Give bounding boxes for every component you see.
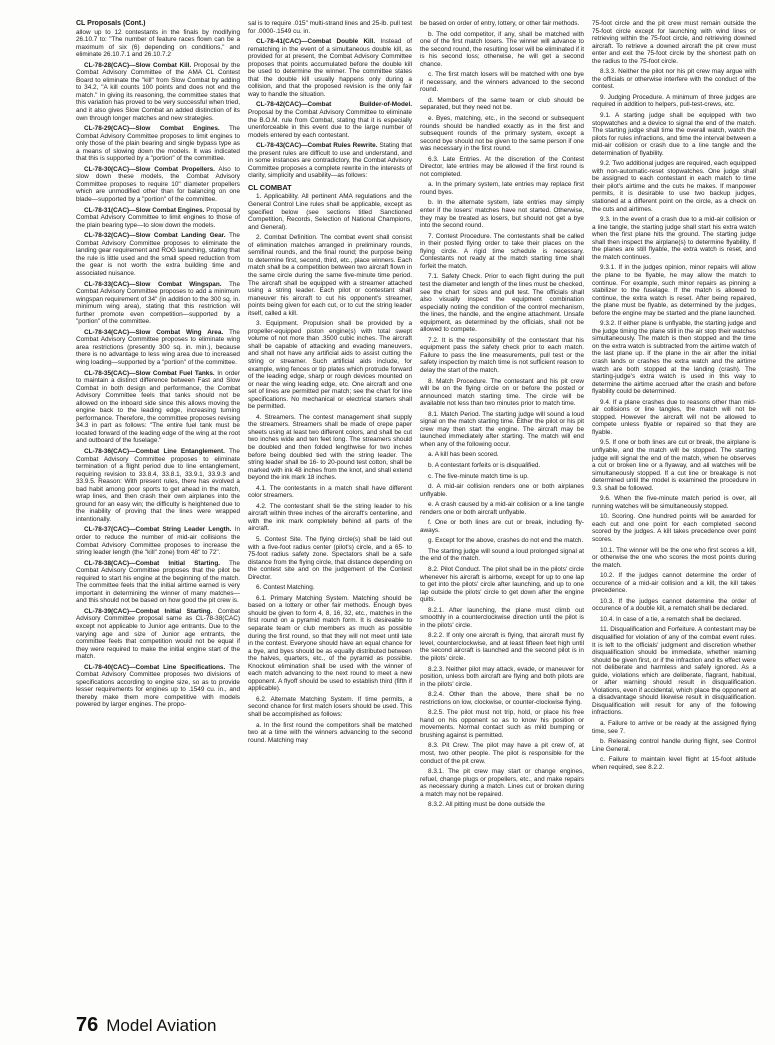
proposal-body: In order to maintain a distinct difference between Fast and Slow Combat in both design and performance, the Combat Advisory Committee feels that tanks should not be allowed on the inboard side since this allows moving the engine back to the leading edge, increasing turning performance. Therefore, the committee proposes revising 34.3 in part as follows: "The entire fuel tank must be located forward of the leading edge of the wing at the root and outboard of the fuselage." xyxy=(76,369,240,445)
proposal-paragraph xyxy=(76,370,240,445)
proposal-heading: CL-78-34(CAC)—Slow Combat Wing Area. xyxy=(84,328,224,336)
proposal-heading: CL-78-32(CAC)—Slow Combat Landing Gear. xyxy=(84,232,226,240)
rule-paragraph: a. In the first round the competitors shall be matched two at a time with the winners advancing to the second round. Matching may xyxy=(248,721,412,744)
rule-paragraph: 75-foot circle and the pit crew must remain outside the 75-foot circle except for launching with wind lines or retrieving within the 75-foot circle, and retrieving downed aircraft. To retrieve a downed aircraft the pit crew must enter and exit the 75-foot circle by the shortest path on the radius to the 75-foot circle. xyxy=(592,20,756,65)
proposal-paragraph xyxy=(76,664,240,709)
rule-paragraph: d. Members of the same team or club should be separated, but they need not be. xyxy=(420,96,584,112)
rule-paragraph: 10.4. In case of a tie, a rematch shall be declared. xyxy=(600,615,742,623)
rule-paragraph: 1. Applicability. All pertinent AMA regulations and the General Control Line rules shall be applicable, except as specified below (see sections titled Sanctioned Competition, Records, Selection of National Champions, and General). xyxy=(248,193,412,231)
rule-paragraph: 9.3. In the event of a crash due to a mid-air collision or a line tangle, the starting judge shall start his extra watch when the first plane hits the ground. The starting judge shall then inspect the airplane(s) to determine flyability. If the planes are still flyable, the extra watch is reset, and the match continues. xyxy=(592,216,756,261)
rule-paragraph: e. Byes, matching, etc., in the second or subsequent rounds should be handled exactly as in the first and subsequent rounds of the primary system, except a second bye should not be given to the same person if one was necessary in the first round. xyxy=(420,115,584,153)
proposal-paragraph xyxy=(76,62,240,122)
rule-paragraph: b. A contestant forfeits or is disqualified. xyxy=(428,461,541,469)
rule-paragraph: 10.1. The winner will be the one who first scores a kill, or otherwise the one who scores the most points during the match. xyxy=(592,546,756,569)
proposal-body: Also to slow down these models, the Combat Advisory Committee proposes to require 10" diameter propellers which are unmodified other than for balancing on one blade—supported by a "portion" of the committee. xyxy=(76,165,240,204)
proposal-paragraph xyxy=(76,448,240,523)
rule-paragraph: 8.3.1. The pit crew may start or change engines, refuel, change plugs or propellers, etc., and make repairs as necessary during a match. Lines cut or broken during a match may not be repaired. xyxy=(420,768,584,798)
proposal-body: The Combat Advisory Committee proposes to eliminate wing area restrictions (presently 300 sq. in. min.), because there is no advantage to less wing area due to increased wing loading—supported by a "portion" of the committee. xyxy=(76,328,240,366)
rule-paragraph: 6.3. Late Entries. At the discretion of the Contest Director, late entries may be allowed if the first round is not completed. xyxy=(420,155,584,178)
proposal-heading: CL-78-37(CAC)—Combat String Leader Length. xyxy=(84,526,232,534)
rule-paragraph: be based on order of entry, lottery, or other fair methods. xyxy=(420,20,580,27)
proposal-heading: CL-78-28(CAC)—Slow Combat Kill. xyxy=(84,61,192,69)
rule-paragraph: 8.2.3. Neither pilot may attack, evade, or maneuver for position, unless both aircraft are flying and both pilots are in the pilots' circle. xyxy=(420,665,584,688)
proposal-body: Proposal by Combat Advisory Committee to limit engines to those of the plain bearing type—to slow down the models. xyxy=(76,206,240,229)
proposal-paragraph xyxy=(76,560,240,605)
rule-paragraph: 2. Combat Definition. The combat event shall consist of elimination matches arranged in preliminary rounds, semifinal rounds, and the final round; the purpose being to determine first, second, third, etc., place winners. Each match shall be a competition between two aircraft flown in the same circle during the same five-minute time period. The aircraft shall be equipped with a streamer attached using a string leader. Each pilot or contestant shall maneuver his aircraft to cut his opponent's streamer, points being given for each cut, or to cut the string leader itself, called a kill. xyxy=(248,234,412,317)
rule-paragraph: 7.2. It is the responsibility of the contestant that his equipment pass the safety check prior to each match. Failure to pass the line measurements, pull test or the safety inspection by match time is not sufficient reason to delay the start of the match. xyxy=(420,336,584,374)
proposal-body: Proposal by the Combat Advisory Committee of the AMA CL Contest Board to eliminate the "kill" from Slow Combat by adding to 34.2, "A kill counts 100 points and does not end the match." In giving its reasoning, the committee states that this variation has proved to be very successful when tried, and it also gives Slow Combat an added distinction of its own through longer matches and new strategies. xyxy=(76,61,240,122)
column-2 xyxy=(248,20,412,1002)
proposal-paragraph xyxy=(76,608,240,661)
proposal-heading: CL-78-43(CAC)—Combat Rules Rewrite. xyxy=(256,142,378,150)
proposal-body: Combat Advisory Committee proposal same as CL-78-38(CAC) except not applicable to Junior age entrants. Due to the varying age and size of Junior age entrants, the committee feels that competition would not be equal if they were required to make the initial engine start of the match. xyxy=(76,607,240,661)
rule-paragraph: e. A crash caused by a mid-air collision or a line tangle renders one or both aircraft unflyable. xyxy=(420,501,584,516)
rule-paragraph: The starting judge will sound a loud prolonged signal at the end of the match. xyxy=(420,547,584,563)
rule-paragraph: 8.2. Pilot Conduct. The pilot shall be in the pilots' circle whenever his aircraft is airborne, except for up to one lap to get into the pilots' circle after launching, and up to one lap outside the pilots' circle to get down after the engine quits. xyxy=(420,566,584,604)
rule-paragraph: c. The first match losers will be matched with one bye if necessary, and the winners advanced to the second round. xyxy=(420,71,584,94)
proposal-heading: CL-78-31(CAC)—Slow Combat Engines. xyxy=(84,206,205,214)
rule-paragraph: 7. Contest Procedure. The contestants shall be called in their posted flying order to take their places on the flying circle. A rigid time schedule is necessary. Contestants not ready at the match starting time shall forfeit the match. xyxy=(420,232,584,270)
proposal-heading: CL-78-38(CAC)—Combat Initial Starting. xyxy=(84,559,221,567)
proposal-paragraph xyxy=(76,281,240,326)
rule-paragraph: b. The odd competitor, if any, shall be matched with one of the first match losers. The winner will advance to the second round, the resulting loser will be eliminated if it is his second loss; otherwise, he will get a second chance. xyxy=(420,30,584,68)
rule-paragraph: 3. Equipment. Propulsion shall be provided by a propeller-equipped piston engine(s) with total swept volume of not more than .3500 cubic inches. The aircraft shall be capable of attacking and evading maneuvers, and shall not have any artificial aids to assist cutting the string or streamer. Such artificial aids include, for example, wing fences or tip plates which protrude forward of the leading edge, sharp or rough devices mounted on or near the wing leading edge, etc. One aircraft and one set of lines are permitted per match; see the chart for line specifications. No mechanical or electrical starters shall be permitted. xyxy=(248,320,412,411)
rule-paragraph: 8.1. Match Period. The starting judge will sound a loud signal on the match starting time. Either the pilot or his pit crew may then start the engine. The aircraft may be launched immediately after starting. The match will end when any of the following occur. xyxy=(420,410,584,448)
proposal-paragraph xyxy=(248,38,412,98)
rule-paragraph: 8.2.2. If only one aircraft is flying, that aircraft must fly level, counterclockwise, and at least fifteen feet high until the second aircraft is launched and the second pilot is in the pilots' circle. xyxy=(420,632,584,663)
rule-paragraph: 5. Contest Site. The flying circle(s) shall be laid out with a five-foot radius center (pilot's) circle, and a 65- to 75-foot radius safety zone. Spectators shall be a safe distance from the flying circle, that distance depending on the contest site and on the judgement of the Contest Director. xyxy=(248,536,412,581)
proposal-paragraph xyxy=(76,207,240,230)
proposal-heading: CL-78-41(CAC)—Combat Double Kill. xyxy=(256,38,376,46)
rule-paragraph: c. Failure to maintain level flight at 15-foot altitude when required, see 8.2.2. xyxy=(592,756,756,771)
rule-paragraph: 8. Match Procedure. The contestant and his pit crew will be on the flying circle on or before the posted or announced match starting time. The circle will be available not less than two minutes prior to match time. xyxy=(420,377,584,408)
page-number: 76 xyxy=(76,1014,99,1036)
rule-paragraph: 9. Judging Procedure. A minimum of three judges are required in addition to helpers, pull-test-crews, etc. xyxy=(592,93,756,109)
rule-paragraph: a. In the primary system, late entries may replace first round byes. xyxy=(420,181,584,196)
rule-paragraph: 9.1. A starting judge shall be equipped with two stopwatches and a device to signal the end of the match. The starting judge shall time the overall watch, watch the pilots for rules infractions, and time the interval between a mid-air collision or crash due to a line tangle and the determination of flyability. xyxy=(592,112,756,157)
proposal-paragraph xyxy=(248,101,412,139)
proposal-paragraph xyxy=(76,166,240,204)
rule-paragraph: a. A kill has been scored. xyxy=(428,451,499,459)
rule-paragraph: 10.2. If the judges cannot determine the order of occurence of a mid-air collision and a kill, the kill takes precedence. xyxy=(592,572,756,595)
proposal-body: The Combat Advisory Committee proposes that the pilot be required to start his engine at the beginning of the match. The committee feels that the initial airtime earned is very important in determining the winner of many matches—and this should not be based on how good the pit crew is. xyxy=(76,559,240,605)
rule-paragraph: g. Except for the above, crashes do not end the match. xyxy=(428,537,584,545)
proposal-heading: CL-78-33(CAC)—Slow Combat Wingspan. xyxy=(84,280,222,288)
rule-paragraph: 6. Contest Matching. xyxy=(256,584,315,592)
proposal-heading: CL-78-39(CAC)—Combat Initial Starting. xyxy=(84,607,213,615)
column-1 xyxy=(76,20,240,1002)
proposal-heading: CL-78-40(CAC)—Combat Line Specifications. xyxy=(84,663,226,671)
page-footer xyxy=(76,1014,217,1038)
rule-paragraph: 10. Scoring. One hundred points will be awarded for each cut and one point for each completed second scored by the judges. A kill takes precedence over point scores. xyxy=(592,513,756,543)
rule-paragraph: 4.2. The contestant shall tie the string leader to his aircraft within three inches of the aircraft's centerline, and with the ink mark completely behind all parts of the aircraft. xyxy=(248,502,412,533)
rule-paragraph: 8.3.3. Neither the pilot nor his pit crew may argue with the officials or otherwise interfere with the conduct of the contest. xyxy=(592,68,756,91)
proposal-heading: CL-78-42(CAC)—Combat Builder-of-Model. xyxy=(256,101,412,109)
rule-paragraph: 6.1. Primary Matching System. Matching should be based on a lottery or other fair methods. Enough byes should be given to form 4, 8, 16, 32, etc., matches in the first round on a pyramid match form. It is desireable to separate team or club members as much as possible during the first round, so that they will not meet until late in the contest. Everyone should have an equal chance for a bye, and byes should be as equally distributed between the halves, quarters, etc., of the pyramid as possible. Knockout elimination shall be used with the winner of each match advancing to the next round to meet a new opponent. A flyoff should be used to establish third (fifth if applicable). xyxy=(248,594,412,693)
rule-paragraph: 8.3.2. All pitting must be done outside the xyxy=(428,801,545,809)
rule-paragraph: 9.6. When the five-minute match period is over, all running watches will be simultaneously stopped. xyxy=(592,495,756,510)
rule-paragraph: allow up to 12 contestants in the finals by modifying 26.10.7 to: "The number of feature races flown can be a maximum of six (6) depending on conditions," and eliminate 26.10.7.1 and 26.10.7.2 xyxy=(76,28,240,59)
proposal-body: The Combat Advisory Committee proposes to eliminate termination of a flight period due to line entanglement, requiring revision to 33.8.4, 33.8.1, 33.9.1, 33.9.3 and 33.9.5. Reason: With present rules, there has evolved a bad habit among poor sports to get ahead in the match, wrap lines, and then crash their own airplanes into the ground for an easy win; the difficulty is heightened due to the inability of proving that the lines were wrapped intentionally. xyxy=(76,447,240,523)
column-4 xyxy=(592,20,756,1002)
section-title: CL Proposals (Cont.) xyxy=(76,20,146,27)
proposal-heading: CL-78-35(CAC)—Slow Combat Fuel Tanks. xyxy=(84,369,215,377)
rule-paragraph: 8.2.1. After launching, the plane must climb out smoothly in a counterclockwise direction until the pilot is in the pilots' circle. xyxy=(420,606,584,629)
rule-paragraph: a. Failure to arrive or be ready at the assigned flying time, see 7. xyxy=(592,720,756,735)
rule-paragraph: 8.2.4. Other than the above, there shall be no restrictions on low, clockwise, or counter-clockwise flying. xyxy=(420,691,584,706)
proposal-heading: CL-78-36(CAC)—Combat Line Entanglement. xyxy=(84,447,225,455)
proposal-paragraph xyxy=(76,125,240,163)
proposal-paragraph xyxy=(76,232,240,277)
proposal-body: Instead of rematching in the event of a simultaneous double kill, as provided for at present, the Combat Advisory Committee proposes that points accumulated before the double kill be used to determine the winner. The committee states that the double kill usually happens only during a collision, and that the proposed revision is the only fair way to handle the situation. xyxy=(248,38,412,98)
proposal-body: In order to reduce the number of mid-air collisions the Combat Advisory Committee proposes to increase the string leader length (the "kill" zone) from 48" to 72". xyxy=(76,526,240,557)
rule-paragraph: 9.5. If one or both lines are cut or break, the airplane is unflyable, and the match will be stopped. The starting judge will signal the end of the match, when he observes a cut or broken line or a flyaway, and all watches will be simultaneously stopped. If a cut line or breakage is not determined until the model is examined the procedure in 9.3. shall be followed. xyxy=(592,439,756,492)
rule-paragraph: 4.1. The contestants in a match shall have different color streamers. xyxy=(248,484,412,500)
proposal-body: The Combat Advisory Committee proposes to eliminate the landing gear requirement and ROG launching, stating that the rule is little used and the small speed reduction from the gear is not worth the extra building time and associated nuisance. xyxy=(76,232,240,277)
rule-paragraph: 8.2.5. The pilot must not trip, hold, or place his free hand on his opponent so as to know his position or movements. Normal contact such as mild bumping or brushing against is permitted. xyxy=(420,709,584,739)
rule-paragraph: 9.2. Two additional judges are required, each equipped with non-automatic-reset stopwatches. One judge shall be assigned to each contestant in each match to time their pilot's airtime and the cuts he makes. If manpower permits, it is desirable to use two backup judges, stationed at a different point on the circle, as a check on the cuts and airtimes. xyxy=(592,160,756,213)
rule-paragraph: f. One or both lines are cut or break, including fly-aways. xyxy=(420,519,584,534)
rule-paragraph: 9.4. If a plane crashes due to reasons other than mid-air collisions or line tangles, the match will not be stopped. However the aircraft will not be allowed to compete unless flyable or repaired so that they are flyable. xyxy=(592,398,756,436)
rule-paragraph: 11. Disqualification and Forfeiture. A contestant may be disqualified for violation of any of the combat event rules. It is left to the officials' judgment and discretion whether disqualification should be immediate, whether warning should be given first, or if the infraction and its effect were not deliberate and harmless and safely ignored. As a guide, violations which are deliberate, flagrant, habitual, or after warning should result in disqualification. Violations, even if accidental, which place the opponent at a disadvantage should likewise result in disqualification. Disqualification will result for any of the following infractions. xyxy=(592,626,756,717)
rule-paragraph: b. Releasing control handle during flight, see Control Line General. xyxy=(592,738,756,753)
rule-paragraph: 9.3.2. If either plane is unflyable, the starting judge and the judge timing the plane still in the air stop their watches simultaneously. The match is then stopped and the time on the extra watch is subtracted from the airtime watch of the last plane up. If the plane in the air after the initial crash lands or crashes the extra watch and the airtime watch are both stopped at the landing (crash). The starting-judge's extra watch is used in this way to determine the airtime accrued after the crash and before flyability could be determined. xyxy=(592,320,756,396)
rule-paragraph: 10.3. If the judges cannot determine the order of occurence of a double kill, a rematch shall be declared. xyxy=(592,597,756,613)
proposal-body: The Combat Advisory Committee proposes to limit engines to only those of the plain bearing and single bypass type as a means of slowing down the models. It was indicated that this is supported by a "portion" of the committee. xyxy=(76,125,240,163)
proposal-body: Proposal by the Combat Advisory Committee to eliminate the B.O.M. rule from Combat, stating that it is especially unenforceable in this event due to the large number of models entered by each contestant. xyxy=(248,109,412,139)
rule-paragraph: sal is to require .015" multi-strand lines and 25-lb. pull test for .0000-.1549 cu. in. xyxy=(248,20,412,35)
rule-paragraph: 6.2. Alternate Matching System. If time permits, a second chance for first match losers should be used. This shall be accomplished as follows: xyxy=(248,695,412,719)
rule-paragraph: 9.3.1. If in the judges opinion, minor repairs will allow the plane to be flyable, he may allow the match to continue. For example, such minor repairs as pinning a stabilizer to the fuselage. If the match is allowed to continue, the extra watch is reset. After being repaired, the plane must be flyable, as determined by the judges, before the engine may be started and the plane launched. xyxy=(592,264,756,317)
magazine-name: Model Aviation xyxy=(106,1016,217,1035)
rule-paragraph: d. A mid-air collision renders one or both airplanes unflyable. xyxy=(420,483,584,498)
proposal-heading: CL-78-29(CAC)—Slow Combat Engines. xyxy=(84,125,220,133)
section-heading: CL COMBAT xyxy=(248,182,292,192)
rule-paragraph: b. In the alternate system, late entries may simply enter if the losers' matches have not started. Otherwise, they may be treated as losers, but should not get a bye into the second round. xyxy=(420,199,584,230)
proposal-paragraph xyxy=(76,526,240,556)
rule-paragraph: c. The five-minute match time is up. xyxy=(428,472,529,480)
rule-paragraph: 4. Streamers. The contest management shall supply the streamers. Streamers shall be made of crepe paper sheets using at least two different colors, and shall be cut two inches wide and ten feet long. The streamers should be doubled and then folded lengthwise for two inches before being doubled tied with the string leader. The string leader shall be 16- to 20-pound test cotton, shall be marked with ink 48 inches from the knot, and shall extend beyond the ink mark 18 inches. xyxy=(248,413,412,482)
proposal-body: Stating that the present rules are difficult to use and understand, and in some instances are contradictory, the Combat Advisory Committee proposes a complete rewrite in the interests of clarity, simplicity and usability—as follows: xyxy=(248,142,412,180)
rule-paragraph: 8.3. Pit Crew. The pilot may have a pit crew of, at most, two other people. The pilot is responsible for the conduct of the pit crew. xyxy=(420,742,584,765)
proposal-paragraph xyxy=(248,142,412,180)
proposal-body: The Combat Advisory Committee proposes two divisions of specifications according to engine size, so as to provide lesser requirements for engines up to .1549 cu. in., and thereby make them more competitive with models powered by larger engines. The propo- xyxy=(76,663,240,709)
proposal-heading: CL-78-30(CAC)—Slow Combat Propellers. xyxy=(84,165,215,173)
proposal-body: The Combat Advisory Committee proposes to add a minimum wingspan requirement of 34" (in addition to the 300 sq. in. minimum wing area), stating that this restriction will further promote even competition—supported by a "portion" of the committee. xyxy=(76,280,240,326)
column-3 xyxy=(420,20,584,1002)
rule-paragraph: 7.1. Safety Check. Prior to each flight during the pull test the diameter and length of the lines must be checked, see the chart for sizes and pull test. The officials shall also visually inspect the equipment combination especially noting the condition of the control mechanism, the lines, the handle, and the engine attachment. Unsafe equipment, as determined by the officials, shall not be allowed to compete. xyxy=(420,273,584,334)
proposal-paragraph xyxy=(76,329,240,367)
text-columns xyxy=(76,20,756,1002)
